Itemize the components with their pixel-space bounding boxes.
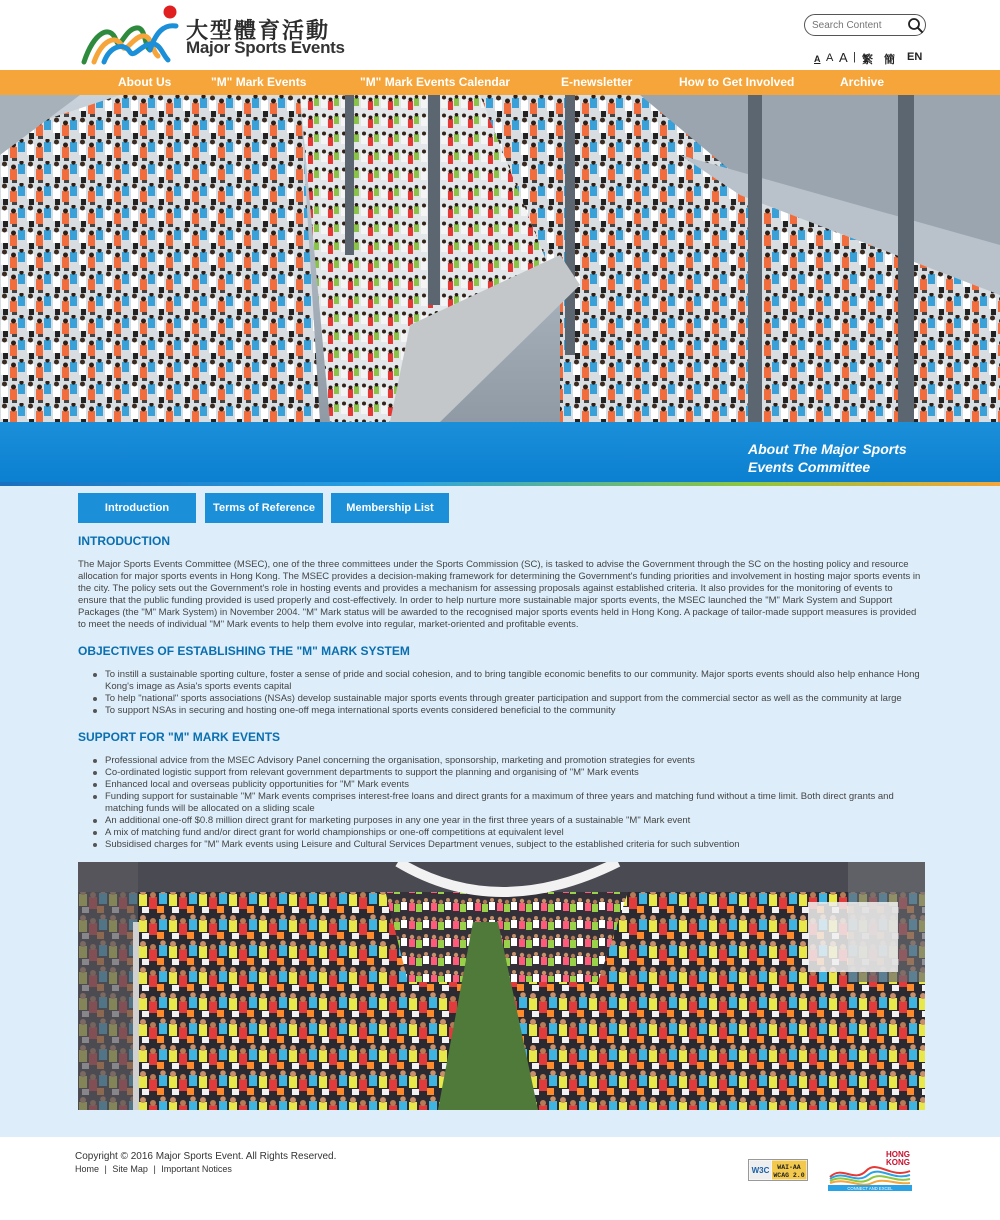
search-box [804, 14, 926, 36]
list-item: Co-ordinated logistic support from relevant government departments to support the planning and organising of "M" Mark events [92, 767, 932, 779]
m-mark-logo-icon [80, 2, 186, 68]
banner-title-line2: Events Committee [748, 459, 871, 475]
support-list [92, 755, 932, 851]
logo-english-text: Major Sports Events [186, 38, 345, 57]
toolbar-separator: | [853, 51, 856, 63]
hk-text-line2: KONG [886, 1158, 910, 1167]
main-content [0, 486, 1000, 1137]
lang-traditional-chinese[interactable]: 繁 [862, 53, 873, 66]
nav-m-mark-calendar[interactable]: "M" Mark Events Calendar [360, 75, 511, 89]
lang-simplified-chinese[interactable]: 簡 [884, 53, 895, 66]
font-size-large-button[interactable]: A [839, 50, 848, 65]
objectives-heading: OBJECTIVES OF ESTABLISHING THE "M" MARK SYSTEM [78, 644, 410, 658]
intro-paragraph: The Major Sports Events Committee (MSEC), one of the three committees under the Sports Commission (SC), is tasked to advise the Government through the SC on the hosting policy and resource allocation for major sports events in Hong Kong. The MSEC provides a decision-making framework for determining the Government's funding priorities and involvement in hosting major sports events in the city. The policy sets out the Government's role in hosting events and provides a mechanism for assessing proposals against established criteria. It also provides for the monitoring of events to ensure that the public funding provided is used properly and cost-effectively. In order to help nurture more sustainable major sports events, the MSEC launched the "M" Mark System and Support Packages (the "M" Mark System) in November 2004. "M" Mark status will be awarded to the recognised major sports events held in Hong Kong. A package of tailor-made support measures is provided to meet the needs of individual "M" Mark events to help them evolve into regular, market-oriented and profitable events. [78, 559, 921, 630]
search-input[interactable] [812, 18, 904, 33]
support-heading: SUPPORT FOR "M" MARK EVENTS [78, 730, 281, 744]
copyright-text: Copyright © 2016 Major Sports Event. All Rights Reserved. [75, 1151, 337, 1162]
wcag-line2: WCAG 2.0 [773, 1172, 805, 1179]
wcag-line1: WAI-AA [777, 1164, 801, 1171]
nav-how-to-get-involved[interactable]: How to Get Involved [679, 75, 795, 89]
nav-m-mark-events[interactable]: "M" Mark Events [211, 75, 307, 89]
list-item: A mix of matching fund and/or direct grant for world championships or one-off competitions at equivalent level [92, 827, 932, 839]
objectives-list [92, 669, 932, 717]
list-item: To instill a sustainable sporting culture, foster a sense of pride and social cohesion, and to bring tangible economic benefits to our community. Major sports events should also help enhance Hong Kong's image as Asia's sports events capital [92, 669, 932, 693]
tab-terms-of-reference[interactable]: Terms of Reference [205, 493, 323, 523]
site-logo[interactable] [80, 2, 360, 68]
wcag-badge[interactable] [748, 1159, 808, 1181]
list-item: To support NSAs in securing and hosting one-off mega international sports events considered beneficial to the community [92, 705, 932, 717]
nav-archive[interactable]: Archive [840, 75, 885, 89]
wcag-aa-badge-icon [748, 1159, 808, 1181]
hk-tagline: CONNECT AND EXCEL [847, 1185, 893, 1191]
font-size-medium-button[interactable]: A [826, 52, 834, 64]
brand-hong-kong-logo[interactable] [828, 1149, 912, 1191]
footer-link-home[interactable]: Home [75, 1164, 100, 1174]
list-item: Funding support for sustainable "M" Mark events comprises interest-free loans and direct grants for a maximum of three years and matching fund without a time limit. Both direct grants and matching funds will be allocated on a sliding scale [92, 791, 932, 815]
main-nav [0, 70, 1000, 95]
font-size-small-button[interactable]: A [814, 54, 821, 64]
hk-text-line1: HONG [886, 1150, 910, 1159]
list-item: Subsidised charges for "M" Mark events using Leisure and Cultural Services Department venues, subject to the established criteria for such subvention [92, 839, 932, 851]
logo-chinese-text: 大型體育活動 [186, 19, 331, 44]
site-footer [0, 1137, 1000, 1220]
hero-marathon-photo [0, 95, 1000, 422]
lang-english[interactable]: EN [907, 51, 923, 63]
nav-e-newsletter[interactable]: E-newsletter [561, 75, 633, 89]
banner-title [748, 440, 948, 476]
footer-link-important-notices[interactable]: Important Notices [161, 1164, 232, 1174]
site-header [0, 0, 1000, 70]
w3c-text: W3C [751, 1166, 770, 1175]
race-start-photo [78, 862, 925, 1110]
list-item: To help "national" sports associations (NSAs) develop sustainable major sports events through greater participation and support from the commercial sector as well as the community at large [92, 693, 932, 705]
nav-about-us[interactable]: About Us [118, 75, 172, 89]
tab-introduction[interactable]: Introduction [78, 493, 196, 523]
footer-links [75, 1164, 232, 1174]
footer-link-separator: | [104, 1164, 107, 1174]
hero-image [0, 95, 1000, 422]
list-item: An additional one-off $0.8 million direct grant for marketing purposes in any one year in the first three years of a sustainable "M" Mark event [92, 815, 932, 827]
hong-kong-dragon-icon [828, 1149, 912, 1191]
section-banner [0, 422, 1000, 486]
tab-membership-list[interactable]: Membership List [331, 493, 449, 523]
intro-heading: INTRODUCTION [78, 534, 170, 548]
banner-title-line1: About The Major Sports [748, 441, 907, 457]
footer-link-site-map[interactable]: Site Map [112, 1164, 148, 1174]
list-item: Enhanced local and overseas publicity opportunities for "M" Mark events [92, 779, 932, 791]
footer-link-separator: | [153, 1164, 156, 1174]
list-item: Professional advice from the MSEC Advisory Panel concerning the organisation, sponsorship, marketing and promotion strategies for events [92, 755, 932, 767]
search-icon[interactable] [907, 17, 924, 34]
race-start-image [78, 862, 925, 1110]
